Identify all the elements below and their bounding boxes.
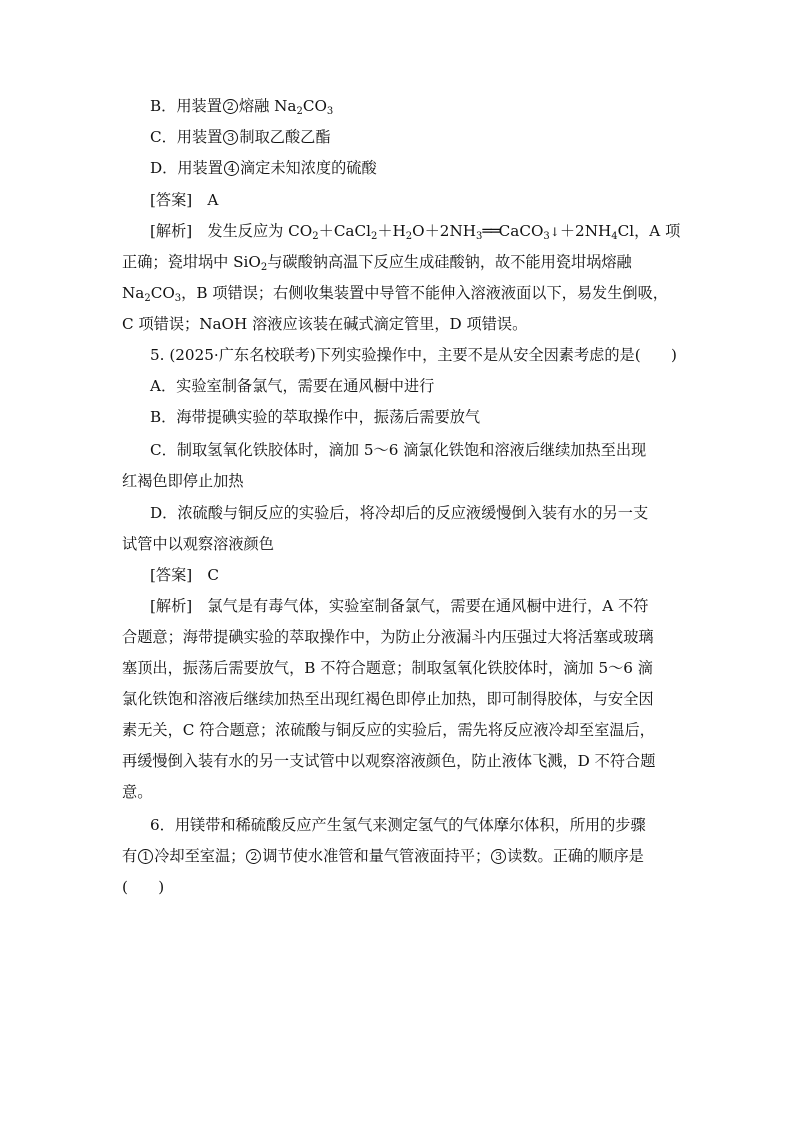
circled-number: 3 [223,130,238,145]
equals-sign: ══ [482,222,499,240]
analysis-line: [解析] 氯气是有毒气体，实验室制备氯气，需要在通风橱中进行，A 不符 [150,597,649,615]
analysis-line: 氯化铁饱和溶液后继续加热至出现红褐色即停止加热，即可制得胶体，与安全因 [122,690,654,708]
circled-number: 1 [138,849,153,864]
answer-label: [答案] A [150,191,219,209]
precipitate-arrow-icon: ↓ [549,225,560,239]
option-c: C．用装置 3 制取乙酸乙酯 [150,128,331,146]
analysis-line: 正确；瓷坩埚中 SiO$_2$与碳酸钠高温下反应生成硅酸钠，故不能用瓷坩埚熔融 [122,253,632,273]
question-6-steps: 有 1 冷却至室温； 2 调节使水准管和量气管液面持平； 3 读数。正确的顺序是 [122,847,644,865]
analysis-line: $Na_2CO_3$，B 项错误；右侧收集装置中导管不能伸入溶液液面以下，易发生倒吸， [122,284,668,304]
question-5-option-c: C．制取氢氧化铁胶体时，滴加 5～6 滴氯化铁饱和溶液后继续加热至出现 [150,441,647,459]
analysis-line: 合题意；海带提碘实验的萃取操作中，为防止分液漏斗内压强过大将活塞或玻璃 [122,628,654,646]
circled-number: 2 [246,849,261,864]
analysis-line: 意。 [122,783,153,801]
analysis-line: C 项错误；NaOH 溶液应该装在碱式滴定管里，D 项错误。 [122,315,528,333]
question-5-option-b: B．海带提碘实验的萃取操作中，振荡后需要放气 [150,408,481,426]
question-6-stem: 6．用镁带和稀硫酸反应产生氢气来测定氢气的气体摩尔体积，所用的步骤 [150,816,646,834]
question-5-option-a: A．实验室制备氯气，需要在通风橱中进行 [150,377,435,395]
option-b: B．用装置 2 熔融 $Na_2CO_3$ [150,97,334,117]
question-5-option-c-cont: 红褐色即停止加热 [122,472,244,490]
circled-number: 4 [224,161,239,176]
analysis-line: 再缓慢倒入装有水的另一支试管中以观察溶液颜色，防止液体飞溅，D 不符合题 [122,752,656,770]
question-6-blank: ( ) [122,878,165,896]
option-d: D．用装置 4 滴定未知浓度的硫酸 [150,159,377,177]
question-5-option-d: D．浓硫酸与铜反应的实验后，将冷却后的反应液缓慢倒入装有水的另一支 [150,504,649,522]
question-5-option-d-cont: 试管中以观察溶液颜色 [122,535,274,553]
circled-number: 3 [491,849,506,864]
analysis-line: [解析] 发生反应为 $CO_2+CaCl_2+H_2O+2NH_3══CaCO_3↓+2NH_4Cl$，A 项 [150,222,681,242]
circled-number: 2 [223,99,238,114]
analysis-line: 素无关，C 符合题意；浓硫酸与铜反应的实验后，需先将反应液冷却至室温后， [122,721,655,739]
answer-label: [答案] C [150,566,220,584]
analysis-line: 塞顶出，振荡后需要放气，B 不符合题意；制取氢氧化铁胶体时，滴加 5～6 滴 [122,659,653,677]
question-5-stem: 5. (2025·广东名校联考)下列实验操作中，主要不是从安全因素考虑的是( ) [150,346,677,364]
